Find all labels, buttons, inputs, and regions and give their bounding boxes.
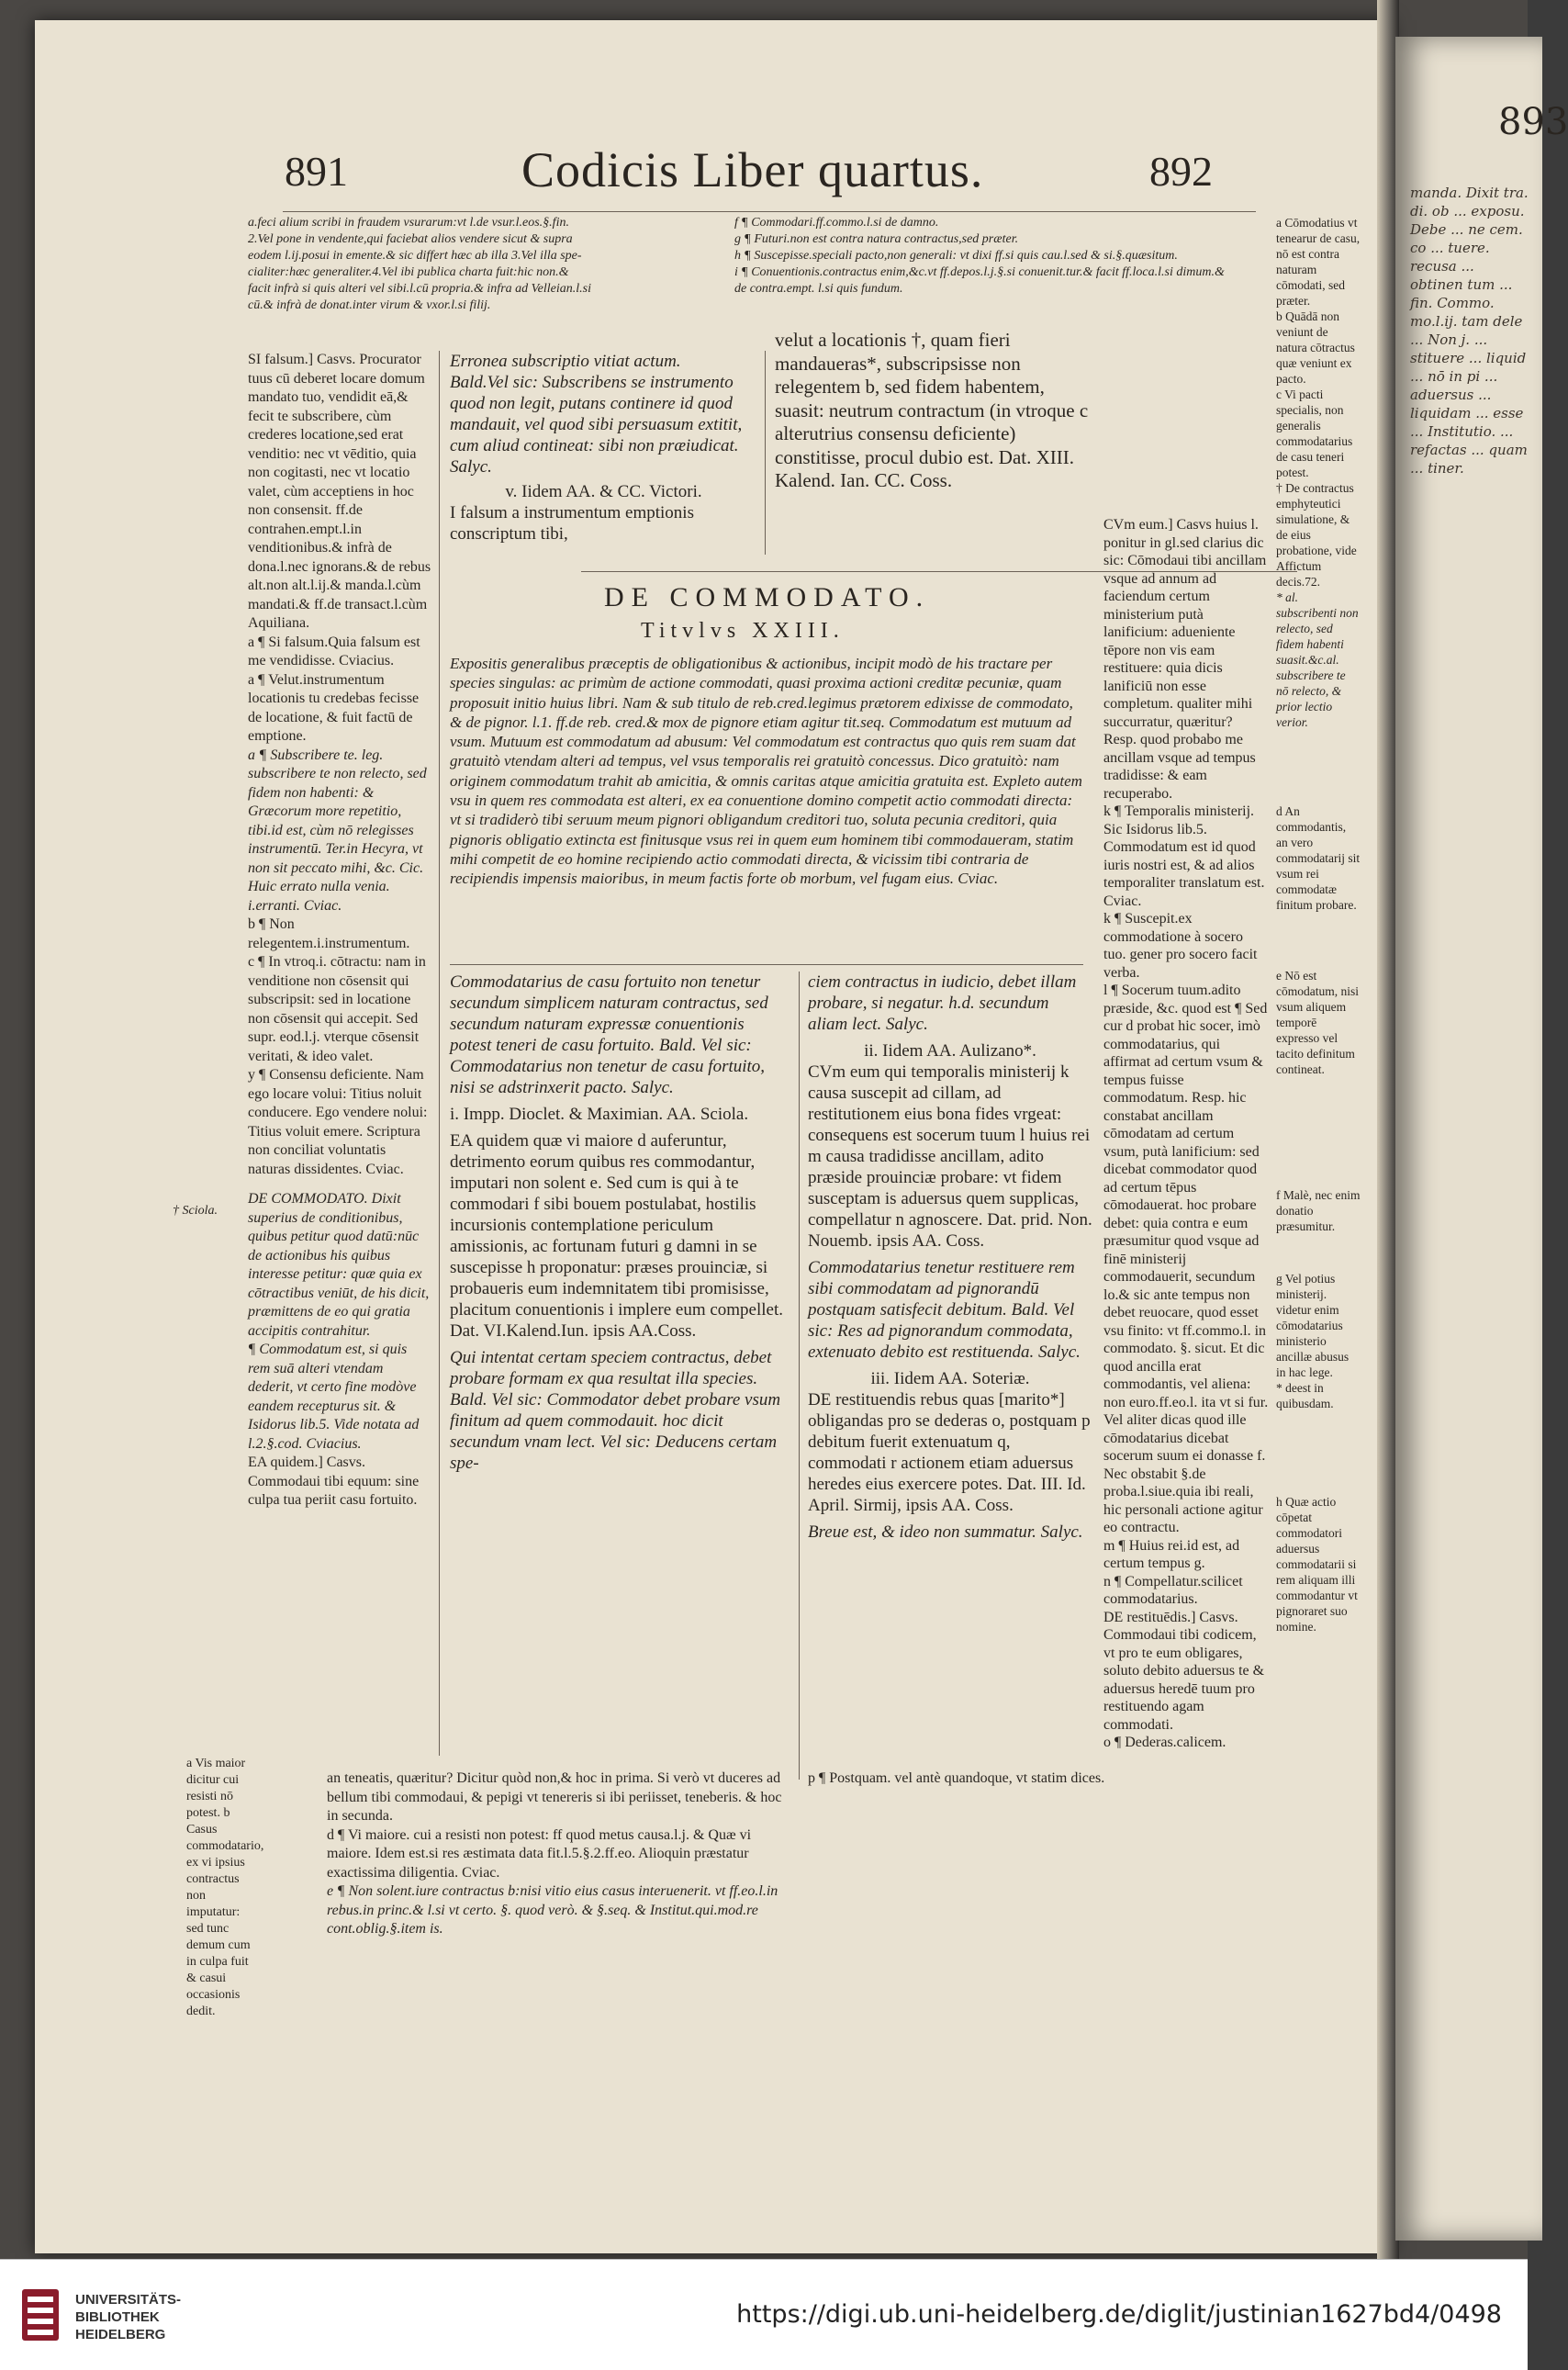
left-gloss-top [248, 215, 762, 314]
library-name-line: UNIVERSITÄTS- [75, 2292, 182, 2308]
intro-paragraph: Expositis generalibus præceptis de obligationibus & actionibus, incipit modò de his tractare per species singulas: ac primùm de actione commodati, quasi proxima actioni creditæ pecuniæ, quam proposuit initio huius libri. Nam & sub titulo de reb.cred.legimus prætorem edixisse de commodato, & de pignor. l.1. ff.de reb. cred.& mox de pignore etiam agitur tit.seq. Commodatum est mutuum ad vsum. Mutuum est commodatum ad abusum: Vel commodatum est contractus quo quis rem suam dat gratuitò vtendam alteri ad tempus, vel vsus temporalis rei gratuitò concessus. Dico gratuitò: nam originem commodatum trahit ab amicitia, & omnis caritas atque amicitia gratuita est. Expleto autem vsu in quem res commodata est alteri, ex ea conuentione domino competit actio commodati directa: vt si tradiderò tibi seruum meum pignori obligandum creditori tuo, soluta pecunia creditori, quia pignoris obligatio extincta est finitusque vsus rei in quem eum hominem tibi commodaueram, statim mihi competit de eo homine recipiendo actio commodati directa, & vicissim tibi contraria de recipiendis impensis maioribus, in meum factis forte ob morbum, vel fugam eius. Cviac. [450, 655, 1082, 888]
title-de-commodato: DE COMMODATO. [604, 582, 931, 612]
folio-right: 892 [1149, 148, 1213, 195]
casus-si-falsum: SI falsum.] Casvs. Procurator tuus cū deberet locare domum mandato tuo, vendidit eā,& fecit te subscribere, cùm crederes locatione,sed erat venditio: nec vt vēditio, quia non cogitasti, nec vt locatio valet, cùm acceptiens in hoc non consensit. ff.de contrahen.empt.l.in venditionibus.& infrà de dona.l.nec ignorans.& de rebus alt.non alt.l.ij.& manda.l.cùm mandati.& ff.de transact.l.cùm Aquiliana. [248, 352, 431, 631]
gloss-n: n ¶ Compellatur.scilicet commodatarius. [1103, 1573, 1243, 1607]
erronea-summary: Bald.Vel sic: Subscribens se instrumento quod non legit, putans continere id quod mandauit, vel quod sibi persuasum extitit, cum aliud contineat: sibi non præiudicat. Salyc. [450, 373, 743, 477]
casus-column [1103, 516, 1269, 1752]
summary-certam-speciem: Qui intentat certam speciem contractus, debet probare formam ex qua resultat illa species. Bald. Vel sic: Commodator debet probare vsum finitum ad quem commodauit. hoc dicit secundum vnam lect. Vel sic: Deducens certam spe- [450, 1348, 781, 1473]
gloss-commodatum: ¶ Commodatum est, si quis rem suā alteri vtendam dederit, vt certo fine modòve eandem recepturus sit. & Isidorus lib.5. Vide notata ad l.2.§.cod. Cviacius. [248, 1342, 420, 1452]
gloss-line: facit infrà si quis alteri vel sibi.l.cū propria.& infra ad Velleian.l.si [248, 282, 591, 296]
margin-note-vis-maior: a Vis maior dicitur cui resisti nō potest. b Casus commodatario, ex vi ipsius contractus non imputatur: sed tunc demum cum in culpa fuit & casui occasionis dedit. [186, 1757, 264, 2018]
summary-cont: ciem contractus in iudicio, debet illam probare, si negatur. h.d. secundum aliam lect. Salyc. [808, 972, 1077, 1034]
casus-cum-eum: CVm eum.] Casvs huius l. ponitur in gl.sed clarius dic sic: Cōmodaui tibi ancillam vsque ad annum ad faciendum certum ministerium putà lanificium: adueniente tēpore non vis eam restituere: quia dicis lanificiū non esse completum. qualiter mihi succurratur, quæritur? Resp. quod probabo me ancillam vsque ad tempus tradidisse: & eam recuperabo. [1103, 517, 1267, 802]
rescript-diocletian: i. Impp. Dioclet. & Maximian. AA. Sciola. [450, 1105, 749, 1124]
facing-page-edge [1395, 37, 1568, 2241]
margin-note-f: f Malè, nec enim donatio præsumitur. [1276, 1188, 1361, 1233]
running-title: Codicis Liber quartus. [521, 142, 984, 197]
margin-note-e: e Nō est cōmodatum, nisi vsum aliquem temporē expresso vel tacito definitum contineat. [1276, 969, 1359, 1076]
gloss-k2: k ¶ Suscepit.ex commodatione à socero tuo. gener pro socero facit verba. [1103, 911, 1258, 981]
top-right-glosses [734, 215, 1230, 298]
gloss-line: cū.& infrà de donat.inter virum & vxor.l.si filij. [248, 298, 491, 312]
lex-si-falsum: I falsum a instrumentum emptionis conscriptum tibi, [450, 503, 694, 544]
left-gloss-column [248, 351, 431, 1511]
gloss-line: i ¶ Conuentionis.contractus enim,&c.vt ff.depos.l.j.§.si conuenit.tur.& facit ff.loca.l.si dimum.& de contra.empt. l.si quis fundum. [734, 265, 1225, 296]
erronea-heading: Erronea subscriptio vitiat actum. [450, 352, 681, 371]
lex-ea-quidem: EA quidem quæ vi maiore d auferuntur, detrimento eorum quibus res commodantur, imputari non solent e. Sed cum is qui à te commodari f sibi bouem postulabat, hostilis incursionis contemplatione periculum amissionis, ac fortunam futuri g damni in se suscepisse h proponatur: præses prouinciæ, si probaueris eum indemnitatem tibi promisisse, placitum conuentionis i implere eum compellet. Dat. VI.Kalend.Iun. ipsis AA.Coss. [450, 1131, 784, 1341]
section-rule [450, 964, 1083, 965]
margin-note-sciola: † Sciola. [173, 1204, 218, 1218]
head-rule [283, 211, 1256, 212]
rescript-soteriae: iii. Iidem AA. Soteriæ. [870, 1369, 1030, 1388]
library-name-line: HEIDELBERG [75, 2327, 166, 2342]
right-margin-notes [1276, 215, 1361, 1634]
column-rule [439, 351, 440, 1756]
gloss-subscribere: a ¶ Subscribere te. leg. subscribere te non relecto, sed fidem non habenti: & Græcorum more repetitio, tibi.id est, cùm nō relegisses instrumentū. Ter.in Hecyra, vt non sit peccato mihi, &c. Cic. Huic errato nulla venia. i.erranti. Cviac. [248, 747, 427, 914]
viewer-footer [0, 2259, 1528, 2370]
gloss-line: cialiter:hæc generaliter.4.Vel ibi publica charta fuit:hic non.& [248, 265, 569, 279]
margin-note-a: a Cōmodatius vt tenearur de casu, nō est contra naturam cōmodati, sed præter. [1276, 216, 1361, 308]
gloss-line: h ¶ Suscepisse.speciali pacto,non generali: vt dixi ff.si quis cau.l.sed & si.§.quæsitum. [734, 249, 1178, 263]
erronea-block [450, 351, 757, 545]
gloss-line: f ¶ Commodari.ff.commo.l.si de damno. [734, 216, 939, 230]
library-name-line: BIBLIOTHEK [75, 2309, 160, 2325]
margin-note-dagger: † De contractus emphyteutici simulatione, & de eius probatione, vide Affictum decis.72. [1276, 481, 1357, 589]
margin-note-star: * al. subscribenti non relecto, sed fidem habenti suasit.&c.al. subscribere te nō relecto, & prior lectio verior. [1276, 590, 1359, 729]
gloss-l: l ¶ Socerum tuum.adito præside, &c. quod est ¶ Sed cur d probat hic socer, imò commodatarius, qui affirmat ad certum vsum & tempus fuisse commodatum. Resp. hic constabat ancillam cōmodatam ad certum vsum, putà lanificium: sed dicebat commodator quod ad certum tēpus cōmodauerat. hoc probare debet: quia contra e eum præsumitur quod vsque ad finē ministerij commodauerit, secundum lo.& sic ante tempus non debet reuocare, quod esset vsu finito: vt ff.commo.l. in commodato. §. sicut. Et dic quod ancilla erat commodantis, vel aliena: non euro.ff.eo.l. ita vt si fur. Vel aliter dicas quod ille cōmodatarius dicebat socerum suum ei donasse f. Nec obstabit §.de proba.l.siue.quia ibi reali, hic personali actione agitur eo contractu. [1103, 983, 1269, 1535]
casus-ea-quidem: EA quidem.] Casvs. Commodaui tibi equum: sine culpa tua periit casu fortuito. [248, 1455, 420, 1508]
gloss-a2: a ¶ Velut.instrumentum locationis tu credebas fecisse de locatione, & fuit factū de emptione. [248, 671, 420, 744]
facing-folio: 893 [1498, 101, 1568, 143]
gloss-line: 2.Vel pone in vendente,qui faciebat alios vendere sicut & supra [248, 232, 573, 246]
rescript-aulizano: ii. Iidem AA. Aulizano*. [864, 1041, 1036, 1061]
gloss-line: an teneatis, quæritur? Dicitur quòd non,& hoc in prima. Si verò vt duceres ad bellum tibi commodaui, & pepigi vt tenereris si ibi periisset, teneberis. & hoc in secunda. [327, 1770, 782, 1824]
book-page [35, 20, 1392, 2253]
gloss-b: b ¶ Non relegentem.i.instrumentum. [248, 916, 410, 951]
velut-block: velut a locationis †, quam fieri mandaueras*, subscripsisse non relegentem b, sed fidem habentem, suasit: neutrum contractum (in vtroque c alterutrius consensu deficiente) constitisse, procul dubio est. Dat. XIII. Kalend. Ian. CC. Coss. [775, 329, 1089, 491]
margin-note-d: d An commodantis, an vero commodatarij sit vsum rei commodatæ finitum probare. [1276, 804, 1361, 912]
university-seal-icon [20, 2287, 61, 2342]
middle-left-column [450, 972, 790, 1474]
library-name[interactable] [75, 2291, 181, 2343]
facing-page-fragments: manda. Dixit tra. di. ob ... exposu. Debe ... ne cem. co ... tuere. recusa ... obtinen tum ... fin. Commo. mo.l.ij. tam dele ... Non j. ... stituere ... liquid ... nō in pi ... aduersus ... liquidam ... esse ... Institutio. ... refactas ... quam ... tiner. [1410, 185, 1529, 477]
gloss-line: eodem l.ij.posui in emente.& sic differt hæc ab illa 3.Vel illa spe- [248, 249, 582, 263]
column-rule [799, 972, 800, 1780]
gloss-m: m ¶ Huius rei.id est, ad certum tempus g. [1103, 1537, 1240, 1571]
lex-de-restituendis: DE restituendis rebus quas [marito*] obligandas pro se dederas o, postquam p debitum fuerit extenuatum q, commodati r actionem etiam aduersus heredes eius exercere potes. Dat. III. Id. April. Sirmij, ipsis AA. Coss. [808, 1390, 1091, 1515]
gloss-line: a.feci alium scribi in fraudem vsurarum:vt l.de vsur.l.eos.§.fin. [248, 216, 569, 230]
gloss-a: a ¶ Si falsum.Quia falsum est me vendidisse. Cviacius. [248, 634, 420, 668]
brevis-note: Breue est, & ideo non summatur. Salyc. [808, 1522, 1083, 1542]
middle-right-column [808, 972, 1092, 1543]
gloss-line: p ¶ Postquam. vel antè quandoque, vt statim dices. [808, 1770, 1105, 1786]
summary-casu-fortuito: Commodatarius de casu fortuito non tenetur secundum simplicem naturam contractus, sed secundum naturam expressæ conuentionis potest teneri de casu fortuito. Bald. Vel sic: Commodatarius non tenetur de casu fortuito, nisi se adstrinxerit pacto. Salyc. [450, 972, 768, 1097]
column-rule [765, 351, 766, 555]
rescript-victori: v. Iidem AA. & CC. Victori. [505, 482, 702, 501]
bottom-right-glosses [808, 1769, 1267, 1789]
margin-note-h: h Quæ actio cōpetat commodatori aduersus commodatarii si rem aliquam illi commodantur vt pignoraret suo nomine. [1276, 1495, 1358, 1634]
permalink-url[interactable]: https://digi.ub.uni-heidelberg.de/diglit/justinian1627bd4/0498 [736, 2300, 1502, 2329]
gloss-k: k ¶ Temporalis ministerij. Sic Isidorus lib.5. Commodatum est id quod iuris nostri est, & ad alios temporaliter translatum est. Cviac. [1103, 803, 1265, 909]
folio-left: 891 [285, 148, 348, 195]
titulus-label: Titvlvs XXIII. [641, 619, 845, 643]
margin-note-b: b Quādā non veniunt de natura cōtractus quæ veniunt ex pacto. [1276, 309, 1355, 386]
gloss-line: d ¶ Vi maiore. cui a resisti non potest: ff quod metus causa.l.j. & Quæ vi maiore. Idem est.si res æstimata data fit.l.5.§.2.ff.eo. Alioquin præstatur exactissima diligentia. Cviac. [327, 1826, 752, 1881]
lex-cum-eum: CVm eum qui temporalis ministerij k causa suscepit ad cillam, ad restitutionem eius bona fides vrgeat: consequens est socerum tuum l huius rei m causa tradidisse ancillam, adito præside prouinciæ probare: vt fidem susceptam is aduersus quem supplicas, compellatur n agnoscere. Dat. prid. Non. Nouemb. ipsis AA. Coss. [808, 1062, 1092, 1251]
bottom-left-glosses [327, 1769, 795, 1939]
margin-note-deest: * deest in quibusdam. [1276, 1381, 1334, 1410]
summary-restituere: Commodatarius tenetur restituere rem sibi commodatam ad pignorandū postquam satisfecit debitum. Bald. Vel sic: Res ad pignorandum commodata, extenuato debito est restituenda. Salyc. [808, 1258, 1081, 1362]
margin-note-g: g Vel potius ministerij. videtur enim cōmodatarius ministerio ancillæ abusus in hac lege. [1276, 1272, 1350, 1379]
gloss-y: y ¶ Consensu deficiente. Nam ego locare volui: Titius noluit conducere. Ego vendere nolui: Titius voluit emere. Scriptura non conciliat voluntatis naturas dissidentes. Cviac. [248, 1067, 428, 1177]
margin-note-c: c Vi pacti specialis, non generalis commodatarius de casu teneri potest. [1276, 388, 1353, 479]
gloss-o: o ¶ Dederas.calicem. [1103, 1735, 1226, 1750]
de-commodato-gloss: DE COMMODATO. Dixit superius de conditionibus, quibus petitur quod datū:nūc de actionibus his quibus interesse petitur: quæ quia ex cōtractibus veniūt, de his dicit, præmittens de eo qui gratia accipitis contrahitur. [248, 1191, 430, 1339]
gloss-line: g ¶ Futuri.non est contra natura contractus,sed præter. [734, 232, 1019, 246]
casus-de-restituendis: DE restituēdis.] Casvs. Commodaui tibi codicem, vt pro te eum obligares, soluto debito aduersus te & aduersus heredē tuum pro restituendo agam commodati. [1103, 1609, 1265, 1733]
gloss-c: c ¶ In vtroq.i. cōtractu: nam in venditione non cōsensit qui subscripsit: sed in locatione non cōsensit qui accepit. Sed supr. eod.l.j. vterque cōsensit veritati, & ideo valet. [248, 954, 426, 1064]
gloss-line: e ¶ Non solent.iure contractus b:nisi vitio eius casus interuenerit. vt ff.eo.l.in rebus.in princ.& l.si vt certo. §. quod verò. & §.seq. & Institut.qui.mod.re cont.oblig.§.item is. [327, 1883, 778, 1937]
